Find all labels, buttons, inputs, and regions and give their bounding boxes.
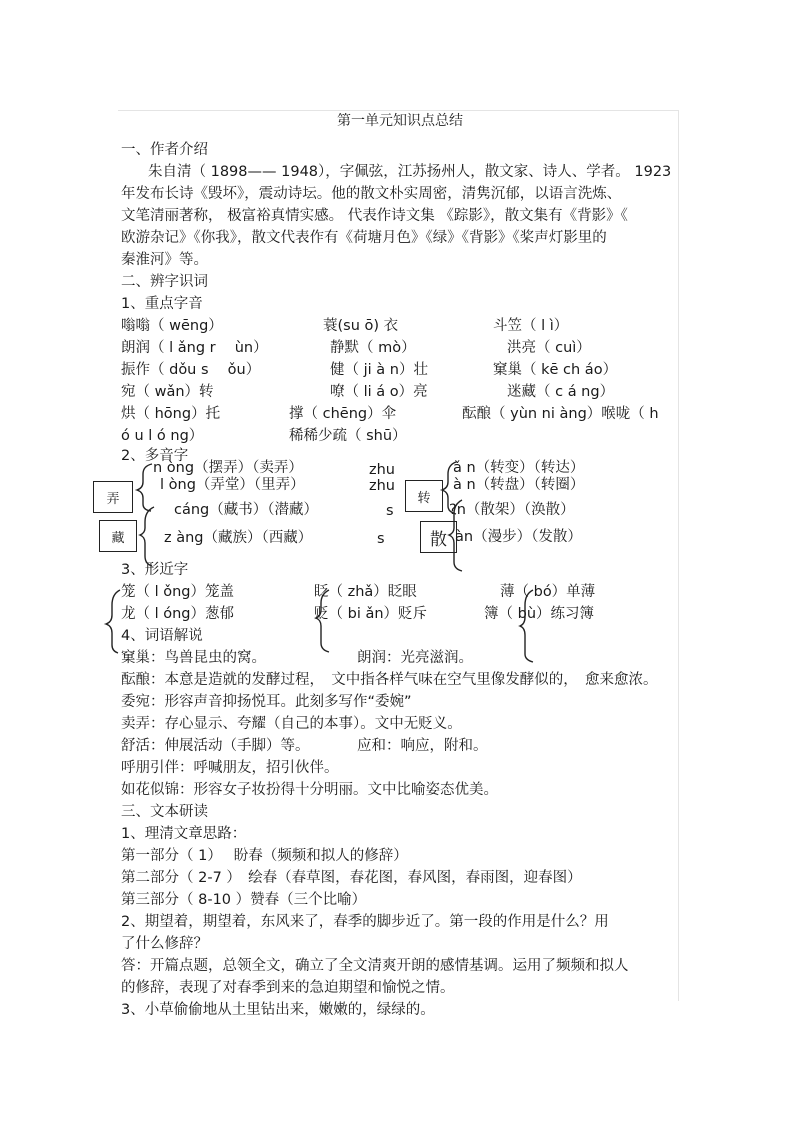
section-reading-heading: 三、文本研读 — [121, 804, 208, 820]
reading-part: 第一部分（ 1） 盼春（频频和拟人的修辞） — [121, 848, 408, 864]
brace-bo — [520, 590, 533, 662]
pron-item: 振作（ dǒu s ǒu） — [121, 362, 261, 378]
vocab-item: 如花似锦：形容女子妆扮得十分明丽。文中比喻姿态优美。 — [121, 782, 498, 798]
vocab-item: 舒活：伸展活动（手脚）等。 — [121, 738, 310, 754]
similar-item: 笼（ l ǒng）笼盖 — [121, 584, 235, 600]
polyphone-heading: 2、多音字 — [121, 448, 189, 464]
pron-item: 窠巢（ kē ch áo） — [493, 362, 618, 378]
author-line: 秦淮河》等。 — [121, 252, 208, 268]
reading-question: 2、期望着，期望着，东风来了，春季的脚步近了。第一段的作用是什么？用 — [121, 914, 609, 930]
author-line: 年发布长诗《毁坏》，震动诗坛。他的散文朴实周密，清隽沉郁，以语言洗炼、 — [121, 186, 622, 202]
similar-item: 簿（ bù）练习簿 — [484, 606, 595, 622]
pron-item: 迷藏（ c á ng） — [507, 384, 615, 400]
reading-question: 3、小草偷偷地从土里钻出来，嫩嫩的，绿绿的。 — [121, 1002, 435, 1018]
brace-san — [449, 500, 462, 571]
pron-item: 酝酿（ yùn ni àng）喉咙（ h — [462, 406, 659, 422]
similar-heading: 3、形近字 — [121, 562, 189, 578]
polyphone-reading: l òng（弄堂）（里弄） — [160, 477, 305, 493]
pron-heading: 1、重点字音 — [121, 296, 203, 312]
polyphone-reading: ǎ n（转变）（转达） — [453, 460, 585, 476]
pron-item: 稀稀少疏（ shū） — [289, 428, 407, 444]
pron-item: 洪亮（ cuì） — [507, 340, 591, 356]
author-line: 朱自清（ 1898—— 1948），字佩弦，江苏扬州人，散文家、诗人、学者。 1923 — [148, 164, 672, 180]
pron-item: 宛（ wǎn）转 — [121, 384, 214, 400]
vocab-item: 窠巢：鸟兽昆虫的窝。 — [121, 650, 266, 666]
similar-item: 薄（ bó）单薄 — [500, 584, 596, 600]
vocab-heading: 4、词语解说 — [121, 628, 203, 644]
brace-cang — [140, 507, 154, 566]
reading-part: 第三部分（ 8-10 ）赞春（三个比喻） — [121, 892, 367, 908]
polyphone-reading: s — [386, 503, 394, 519]
polyphone-reading: z àng（藏族）（西藏） — [164, 530, 313, 546]
pron-item: 朗润（ l ǎng r ùn） — [121, 340, 268, 356]
vocab-item: 委宛：形容声音抑扬悦耳。此刻多写作“委婉” — [121, 694, 412, 710]
vocab-item: 朗润：光亮滋润。 — [357, 650, 473, 666]
reading-question: 了什么修辞？ — [121, 936, 208, 952]
pron-item: 蓑(su ō) 衣 — [323, 318, 399, 334]
brace-nong — [137, 464, 152, 511]
polyphone-reading: cáng（藏书）（潜藏） — [174, 502, 319, 518]
polyphone-reading: ?n（散架）（涣散） — [449, 502, 575, 518]
polyphone-reading: zhu — [369, 478, 395, 494]
pron-item: 烘（ hōng）托 — [121, 406, 221, 422]
similar-item: 眨（ zhǎ）眨眼 — [314, 584, 417, 600]
pron-item: 健（ ji à n）壮 — [330, 362, 428, 378]
brace-zhuan — [442, 462, 456, 514]
vocab-item: 卖弄：存心显示、夸耀（自己的本事）。文中无贬义。 — [121, 716, 462, 732]
char-box-cang: 藏 — [99, 520, 137, 552]
reading-answer: 答：开篇点题，总领全文，确立了全文清爽开朗的感情基调。运用了频频和拟人 — [121, 958, 629, 974]
pron-item: 撑（ chēng）伞 — [289, 406, 397, 422]
brace-long — [106, 590, 120, 653]
vocab-item: 酝酿：本意是造就的发酵过程， 文中指各样气味在空气里像发酵似的， 愈来愈浓。 — [121, 672, 658, 688]
reading-part: 第二部分（ 2-7 ） 绘春（春草图，春花图，春风图，春雨图，迎春图） — [121, 870, 582, 886]
reading-question: 1、理清文章思路： — [121, 826, 247, 842]
vocab-item: 应和：响应，附和。 — [357, 738, 488, 754]
polyphone-reading: n òng（摆弄）（卖弄） — [153, 460, 303, 476]
brace-zha — [316, 590, 329, 652]
char-box-nong: 弄 — [93, 481, 133, 513]
similar-item: 贬（ bi ǎn）贬斥 — [314, 606, 428, 622]
pron-item: 嗡嗡（ wēng） — [121, 318, 223, 334]
similar-item: 龙（ l óng）葱郁 — [121, 606, 235, 622]
char-box-zhuan: 转 — [405, 480, 443, 512]
author-line: 欧游杂记》《你我》，散文代表作有《荷塘月色》《绿》《背影》《桨声灯影里的 — [121, 230, 607, 246]
char-box-san: 散 — [420, 521, 457, 553]
polyphone-reading: s — [377, 531, 385, 547]
polyphone-reading: zhu — [369, 462, 395, 478]
section-words-heading: 二、辨字识词 — [121, 274, 208, 290]
pron-item: ó u l ó ng） — [121, 428, 204, 444]
author-line: 文笔清丽著称， 极富裕真情实感。 代表作诗文集 《踪影》，散文集有《背影》《 — [121, 208, 628, 224]
polyphone-reading: àn（漫步）（发散） — [455, 529, 582, 545]
reading-answer: 的修辞，表现了对春季到来的急迫期望和愉悦之情。 — [121, 980, 455, 996]
section-author-heading: 一、作者介绍 — [121, 142, 208, 158]
pron-item: 嘹（ li á o）亮 — [330, 384, 428, 400]
pron-item: 静默（ mò） — [330, 340, 416, 356]
vocab-item: 呼朋引伴：呼喊朋友，招引伙伴。 — [121, 760, 339, 776]
polyphone-reading: à n（转盘）（转圈） — [453, 477, 585, 493]
pron-item: 斗笠（ l ì） — [493, 318, 569, 334]
page-title: 第一单元知识点总结 — [337, 113, 463, 129]
